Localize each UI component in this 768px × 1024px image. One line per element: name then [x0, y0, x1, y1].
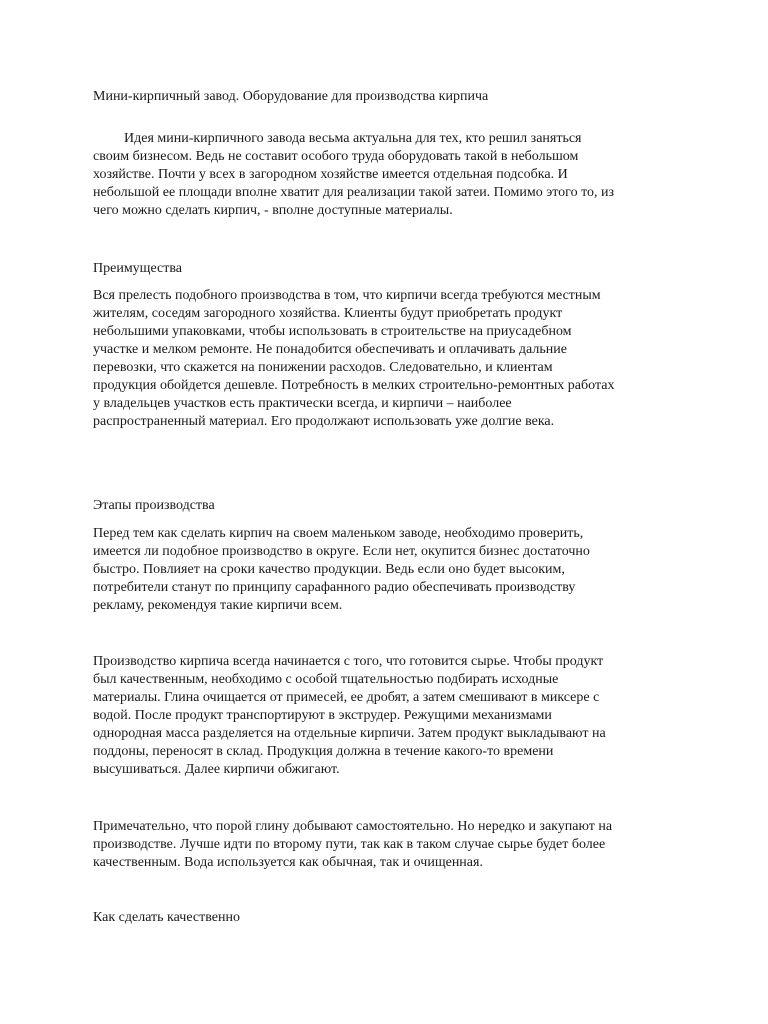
- intro-paragraph: Идея мини-кирпичного завода весьма актуальна для тех, кто решил заняться своим бизнесом. Ведь не составит особого труда оборудовать такой в небольшом хозяйстве. Почти у всех в загородном хозяйстве имеется отдельная подсобка. И небольшой ее площади вполне хватит для реализации такой затеи. Помимо этого то, из чего можно сделать кирпич, - вполне доступные материалы.: [93, 131, 615, 218]
- section-heading-how-to-make-quality: Как сделать качественно: [93, 910, 240, 925]
- production-stages-paragraph-1: Перед тем как сделать кирпич на своем маленьком заводе, необходимо проверить, имеется ли подобное производство в округе. Если нет, окупится бизнес достаточно быстро. Повлияет на сроки качество продукции. Ведь если оно будет высоким, потребители станут по принципу сарафанного радио обеспечивать производству рекламу, рекомендуя такие кирпичи всем.: [93, 526, 590, 613]
- section-heading-advantages: Преимущества: [93, 261, 182, 276]
- section-heading-production-stages: Этапы производства: [93, 498, 215, 513]
- production-stages-paragraph-2: Производство кирпича всегда начинается с того, что готовится сырье. Чтобы продукт был качественным, необходимо с особой тщательностью подбирать исходные материалы. Глина очищается от примесей, ее дробят, а затем смешивают в миксере с водой. После продукт транспортируют в экструдер. Режущими механизмами однородная масса разделяется на отдельные кирпичи. Затем продукт выкладывают на поддоны, переносят в склад. Продукция должна в течение какого-то времени высушиваться. Далее кирпичи обжигают.: [93, 654, 606, 777]
- production-stages-paragraph-3: Примечательно, что порой глину добывают самостоятельно. Но нередко и закупают на производстве. Лучше идти по второму пути, так как в таком случае сырье будет более качественным. Вода используется как обычная, так и очищенная.: [93, 819, 613, 870]
- advantages-paragraph: Вся прелесть подобного производства в том, что кирпичи всегда требуются местным жителям, соседям загородного хозяйства. Клиенты будут приобретать продукт небольшими упаковками, чтобы использовать в строительстве на приусадебном участке и мелком ремонте. Не понадобится обеспечивать и оплачивать дальние перевозки, что скажется на понижении расходов. Следовательно, и клиентам продукция обойдется дешевле. Потребность в мелких строительно-ремонтных работах у владельцев участков есть практически всегда, и кирпичи – наиболее распространенный материал. Его продолжают использовать уже долгие века.: [93, 288, 615, 429]
- document-title: Мини-кирпичный завод. Оборудование для производства кирпича: [93, 89, 489, 104]
